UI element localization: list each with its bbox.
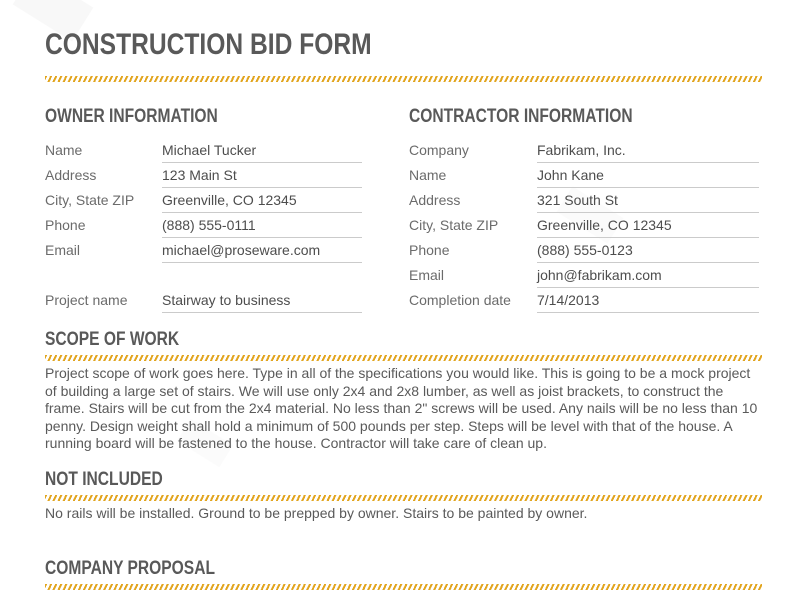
field-row — [45, 238, 362, 263]
owner-city-state-zip-field[interactable]: Greenville, CO 12345 — [162, 192, 362, 213]
field-row — [409, 213, 759, 238]
field-row — [45, 213, 362, 238]
field-row — [409, 138, 759, 163]
hatched-divider-top — [45, 76, 762, 82]
owner-email-label: Email — [45, 242, 81, 258]
contractor-company-field[interactable]: Fabrikam, Inc. — [537, 142, 759, 163]
completion-date-field[interactable]: 7/14/2013 — [537, 292, 759, 313]
contractor-city-state-zip-label: City, State ZIP — [409, 217, 499, 233]
field-row — [409, 263, 759, 288]
owner-address-label: Address — [45, 167, 97, 183]
field-row — [45, 163, 362, 188]
not-included-heading: NOT INCLUDED — [45, 468, 163, 490]
owner-city-state-zip-label: City, State ZIP — [45, 192, 135, 208]
contractor-email-field[interactable]: john@fabrikam.com — [537, 267, 759, 288]
project-name-label: Project name — [45, 292, 128, 308]
hatched-divider-proposal — [45, 584, 762, 590]
field-row — [45, 188, 362, 213]
contractor-address-field[interactable]: 321 South St — [537, 192, 759, 213]
scope-of-work-section — [45, 329, 762, 453]
contractor-company-label: Company — [409, 142, 469, 158]
owner-phone-label: Phone — [45, 217, 86, 233]
company-proposal-section — [45, 558, 762, 590]
contractor-address-label: Address — [409, 192, 461, 208]
owner-name-label: Name — [45, 142, 83, 158]
owner-name-field[interactable]: Michael Tucker — [162, 142, 362, 163]
scope-of-work-heading: SCOPE OF WORK — [45, 329, 180, 350]
contractor-phone-label: Phone — [409, 242, 450, 258]
completion-date-label: Completion date — [409, 292, 511, 308]
not-included-section — [45, 469, 762, 523]
scope-of-work-text: Project scope of work goes here. Type in all of the specifications you would like. This is going to be a mock project of building a large set of stairs. We will use only 2x4 and 2x8 lumber, as well as joist brackets, to construct the frame. Stairs will be cut from the 2x4 material. No less than 2" screws will be used. Any nails will be no less than 10 penny. Design weight shall hold a minimum of 500 pounds per step. Steps will be level with that of the house. A running board will be fastened to the house. Contractor will take care of clean up. — [45, 365, 758, 451]
project-name-field[interactable]: Stairway to business — [162, 292, 362, 313]
contractor-section-heading: CONTRACTOR INFORMATION — [409, 106, 633, 127]
field-row-spacer — [45, 263, 362, 288]
not-included-text: No rails will be installed. Ground to be prepped by owner. Stairs to be painted by owner. — [45, 504, 588, 521]
contractor-name-label: Name — [409, 167, 447, 183]
hatched-divider-scope — [45, 355, 762, 361]
field-row — [409, 288, 759, 313]
page-title: CONSTRUCTION BID FORM — [45, 28, 372, 61]
contractor-phone-field[interactable]: (888) 555-0123 — [537, 242, 759, 263]
owner-section-heading: OWNER INFORMATION — [45, 106, 218, 127]
contractor-fields — [409, 138, 759, 313]
contractor-name-field[interactable]: John Kane — [537, 167, 759, 188]
owner-fields — [45, 138, 362, 313]
owner-phone-field[interactable]: (888) 555-0111 — [162, 217, 362, 238]
owner-address-field[interactable]: 123 Main St — [162, 167, 362, 188]
field-row — [409, 188, 759, 213]
contractor-city-state-zip-field[interactable]: Greenville, CO 12345 — [537, 217, 759, 238]
hatched-divider-not-included — [45, 495, 762, 501]
field-row — [409, 163, 759, 188]
field-row — [409, 238, 759, 263]
owner-email-field[interactable]: michael@proseware.com — [162, 242, 362, 263]
company-proposal-heading: COMPANY PROPOSAL — [45, 558, 215, 579]
owner-information-section — [45, 106, 362, 313]
field-row — [45, 138, 362, 163]
info-columns — [45, 106, 762, 313]
contractor-email-label: Email — [409, 267, 445, 283]
contractor-information-section — [409, 106, 759, 313]
field-row — [45, 288, 362, 313]
